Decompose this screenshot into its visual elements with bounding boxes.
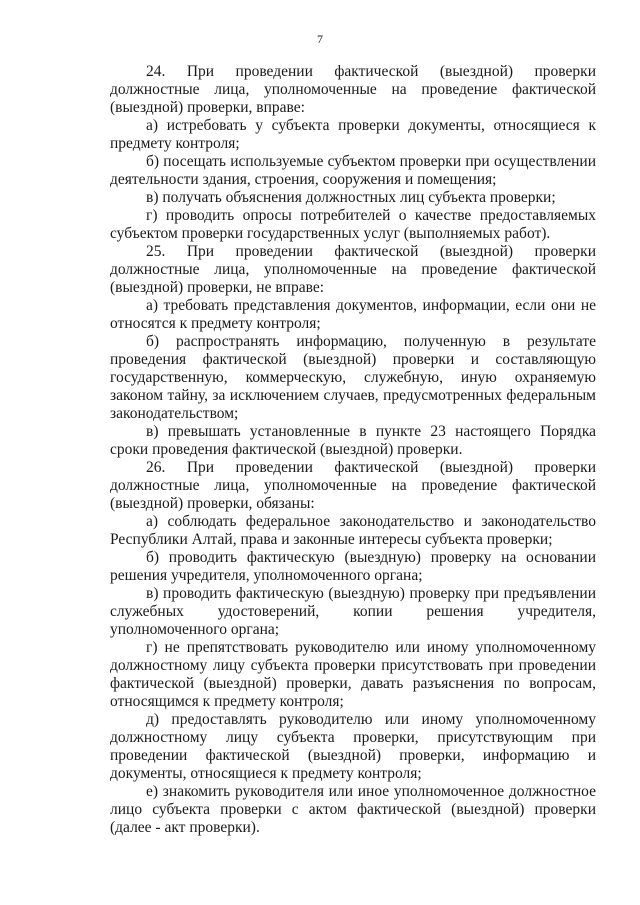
paragraph-24: 24. При проведении фактической (выездной) проверки должностные лица, уполномоченные на проведение фактической (выездной) проверки, вправе: <box>110 63 596 116</box>
paragraph-26: 26. При проведении фактической (выездной) проверки должностные лица, уполномоченные на проведение фактической (выездной) проверки, обязаны: <box>110 459 596 512</box>
paragraph-25-a: а) требовать представления документов, информации, если они не относятся к предмету контроля; <box>110 297 596 332</box>
paragraph-24-g: г) проводить опросы потребителей о качестве предоставляемых субъектом проверки государственных услуг (выполняемых работ). <box>110 207 596 242</box>
paragraph-25: 25. При проведении фактической (выездной) проверки должностные лица, уполномоченные на проведение фактической (выездной) проверки, не вправе: <box>110 243 596 296</box>
paragraph-26-e: е) знакомить руководителя или иное уполномоченное должностное лицо субъекта проверки с актом фактической (выездной) проверки (далее - акт проверки). <box>110 783 596 836</box>
page-number: 7 <box>317 32 323 46</box>
paragraph-26-d: д) предоставлять руководителю или иному уполномоченному должностному лицу субъекта проверки, присутствующим при проведении фактической (выездной) проверки, информацию и документы, относящиеся к предмету контроля; <box>110 711 596 782</box>
paragraph-26-g: г) не препятствовать руководителю или иному уполномоченному должностному лицу субъекта проверки присутствовать при проведении фактической (выездной) проверки, давать разъяснения по вопросам, относящимся к предмету контроля; <box>110 639 596 710</box>
paragraph-25-v: в) превышать установленные в пункте 23 настоящего Порядка сроки проведения фактической (выездной) проверки. <box>110 423 596 458</box>
paragraph-26-v: в) проводить фактическую (выездную) проверку при предъявлении служебных удостоверений, копии решения учредителя, уполномоченного органа; <box>110 585 596 638</box>
paragraph-24-b: б) посещать используемые субъектом проверки при осуществлении деятельности здания, строения, сооружения и помещения; <box>110 153 596 188</box>
paragraph-24-v: в) получать объяснения должностных лиц субъекта проверки; <box>146 189 556 206</box>
paragraph-26-b: б) проводить фактическую (выездную) проверку на основании решения учредителя, уполномоченного органа; <box>110 549 596 584</box>
paragraph-25-b: б) распространять информацию, полученную в результате проведения фактической (выездной) проверки и составляющую государственную, коммерческую, служебную, иную охраняемую законом тайну, за исключением случаев, предусмотренных федеральным законодательством; <box>110 333 596 422</box>
document-body <box>110 63 596 837</box>
paragraph-24-a: а) истребовать у субъекта проверки документы, относящиеся к предмету контроля; <box>110 117 596 152</box>
paragraph-26-a: а) соблюдать федеральное законодательство и законодательство Республики Алтай, права и законные интересы субъекта проверки; <box>110 513 596 548</box>
